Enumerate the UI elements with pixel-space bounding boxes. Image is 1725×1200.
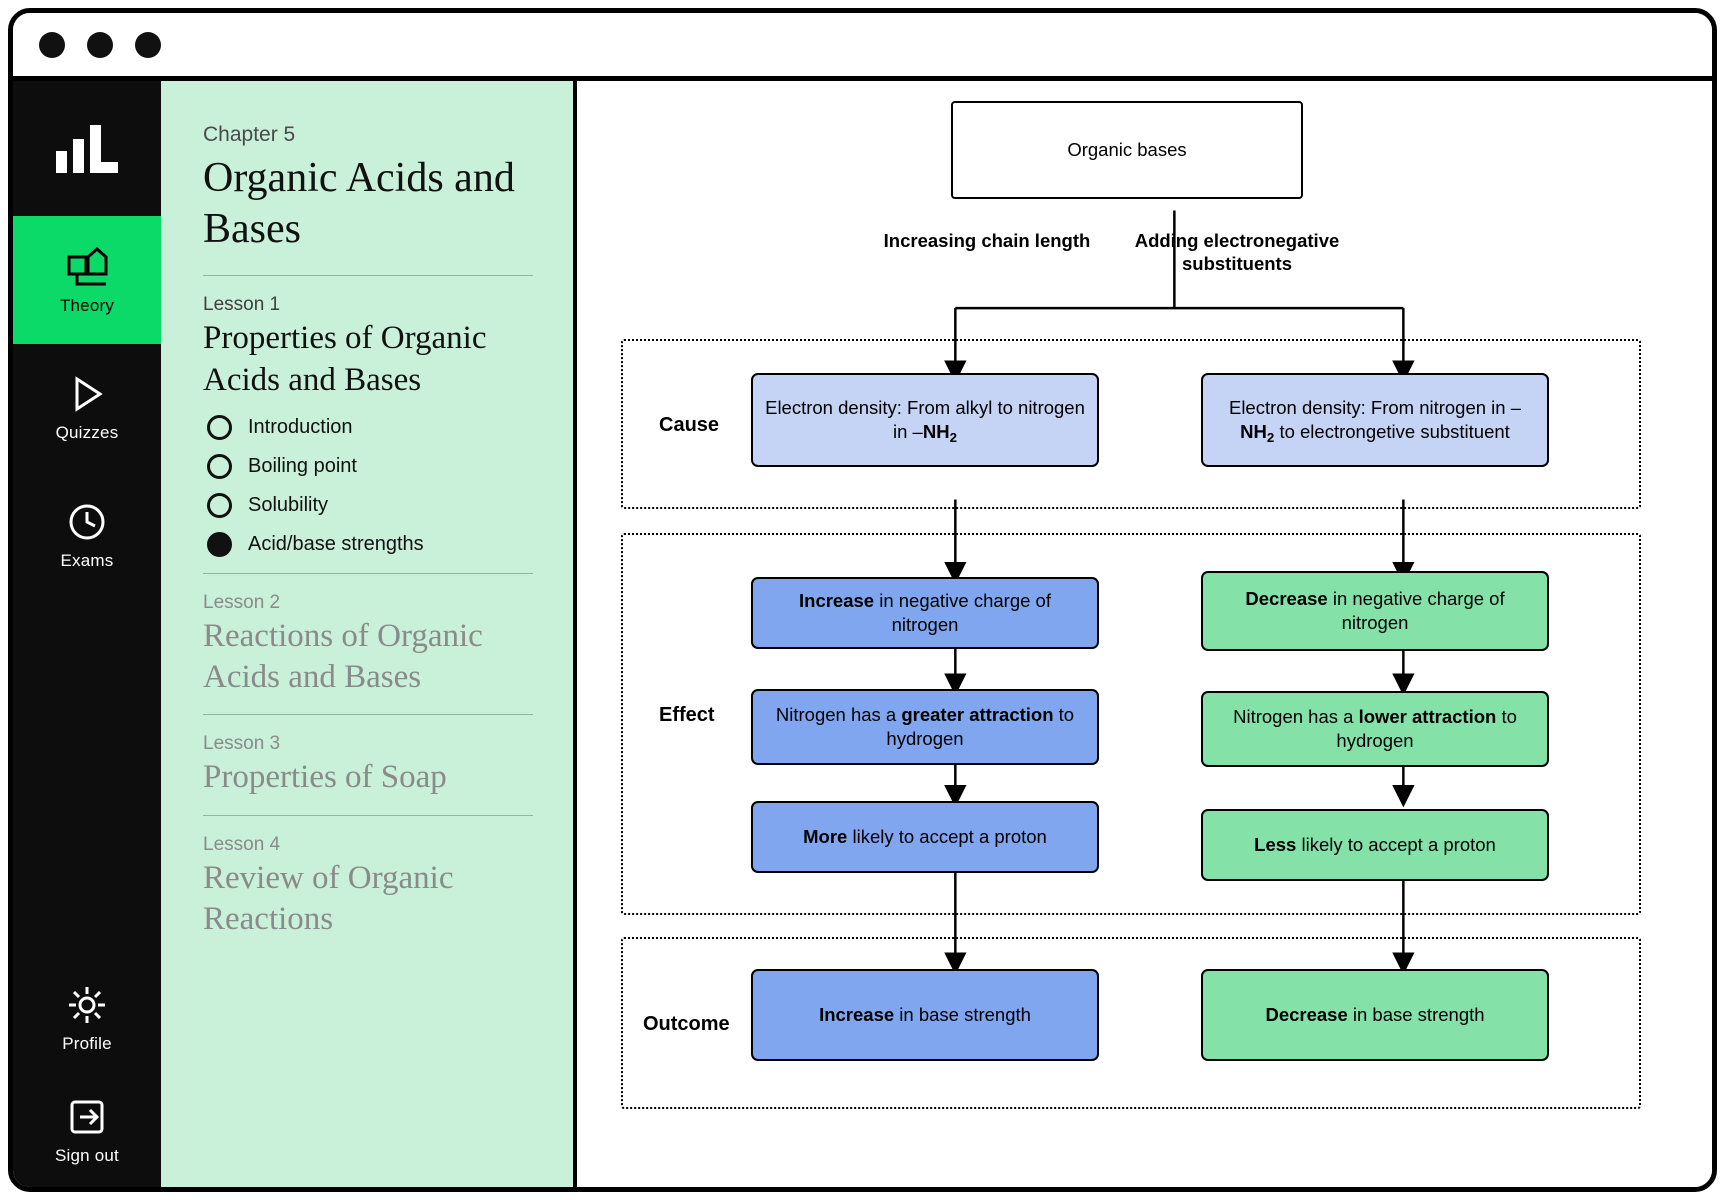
node-root[interactable]: Organic bases [951,101,1303,199]
lesson-4-kicker: Lesson 4 [203,833,281,855]
lesson-1[interactable] [203,294,533,557]
band-effect-label: Effect [659,704,715,726]
node-right-outcome[interactable]: Decrease in base strength [1201,969,1549,1061]
node-left-effect-2[interactable]: Nitrogen has a greater attraction to hydrogen [751,689,1099,765]
node-right-effect-2[interactable]: Nitrogen has a lower attraction to hydrogen [1201,691,1549,767]
app-logo[interactable] [13,81,161,216]
lesson-3[interactable] [203,733,533,798]
topic-bullet-icon [207,454,232,479]
node-right-effect-3[interactable]: Less likely to accept a proton [1201,809,1549,881]
band-cause-label: Cause [659,414,720,436]
divider [203,573,533,574]
topic-boiling-point[interactable] [207,454,533,479]
chapter-kicker: Chapter 5 [203,123,296,146]
topic-introduction-label: Introduction [248,415,353,438]
lesson-3-title: Properties of Soap [203,759,447,796]
rail-spacer [13,600,161,963]
topic-boiling-point-label: Boiling point [248,454,357,477]
edge-label-right: Adding electronegative substituents [1134,230,1340,275]
bar-chart-logo-icon [52,121,122,177]
edge-label-left: Increasing chain length [883,230,1091,251]
sign-out-icon [66,1096,108,1138]
sidebar-item-theory-label: Theory [59,296,115,315]
sign-out-button[interactable] [13,1075,161,1187]
topic-bullet-icon [207,493,232,518]
sidebar-item-profile[interactable] [13,963,161,1075]
topic-acid-base-strengths-label: Acid/base strengths [248,532,424,555]
maximize-window-dot[interactable] [135,32,161,58]
sidebar-item-profile-label: Profile [62,1034,112,1053]
lesson-2-kicker: Lesson 2 [203,591,281,613]
page-title: Organic Acids and Bases [203,155,515,253]
minimize-window-dot[interactable] [87,32,113,58]
topic-solubility-label: Solubility [248,493,329,516]
gear-icon [66,984,108,1026]
topic-acid-base-strengths[interactable] [207,532,533,557]
lesson-2-title: Reactions of Organic Acids and Bases [203,617,483,696]
book-icon [64,244,110,288]
lesson-4[interactable] [203,834,533,941]
lesson-1-title: Properties of Organic Acids and Bases [203,320,487,398]
node-left-cause[interactable]: Electron density: From alkyl to nitrogen in $-NH_2$ [751,373,1099,467]
sidebar-item-exams[interactable] [13,472,161,600]
lesson-2[interactable] [203,592,533,699]
node-left-outcome[interactable]: Increase in base strength [751,969,1099,1061]
topic-bullet-selected-icon [207,532,232,557]
node-left-effect-3[interactable]: More likely to accept a proton [751,801,1099,873]
close-window-dot[interactable] [39,32,65,58]
topic-solubility[interactable] [207,493,533,518]
lesson-3-kicker: Lesson 3 [203,733,281,755]
divider [203,714,533,715]
divider [203,815,533,816]
left-nav-rail [13,81,161,1187]
divider [203,275,533,276]
topic-introduction[interactable] [207,415,533,440]
node-right-cause[interactable]: Electron density: From nitrogen in $-NH_2$ to electrongetive substituent [1201,373,1549,467]
lesson-1-topics [207,415,533,557]
sidebar-item-quizzes-label: Quizzes [55,423,119,442]
diagram-area [573,81,1712,1187]
band-outcome-label: Outcome [643,1013,730,1035]
play-triangle-icon [66,373,108,415]
sidebar-item-quizzes[interactable] [13,344,161,472]
diagram-canvas [577,81,1712,1187]
clock-icon [66,501,108,543]
app-window [8,8,1717,1192]
sidebar-item-theory[interactable] [13,216,161,344]
topic-bullet-icon [207,415,232,440]
sign-out-label: Sign out [55,1146,119,1165]
lesson-sidebar [161,81,573,1187]
node-right-effect-1[interactable]: Decrease in negative charge of nitrogen [1201,571,1549,651]
node-left-effect-1[interactable]: Increase in negative charge of nitrogen [751,577,1099,649]
sidebar-item-exams-label: Exams [60,551,114,570]
title-bar [13,13,1712,81]
lesson-4-title: Review of Organic Reactions [203,859,454,937]
lesson-1-kicker: Lesson 1 [203,294,281,316]
